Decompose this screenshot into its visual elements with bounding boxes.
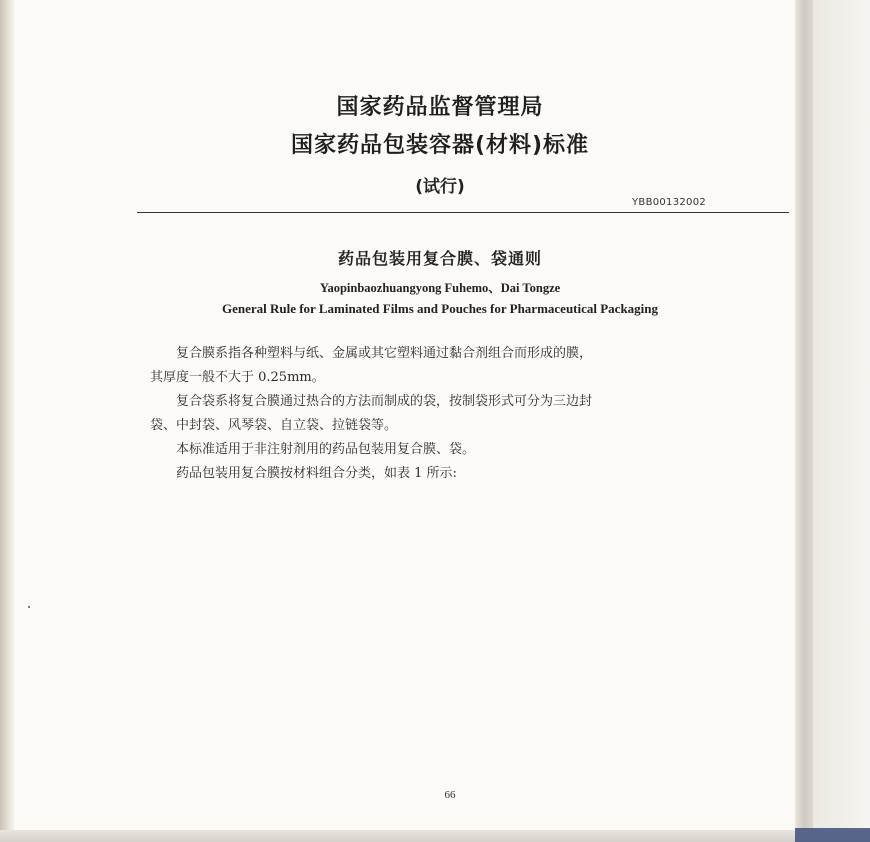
book-gutter-shadow — [795, 0, 813, 842]
standard-series-title: 国家药品包装容器(材料)标准 — [290, 133, 590, 158]
paragraph-line: 本标准适用于非注射剂用的药品包装用复合膜、袋。 — [176, 442, 476, 457]
document-title-pinyin: Yaopinbaozhuangyong Fuhemo、Dai Tongze — [319, 281, 561, 295]
paragraph-composite-bag-definition — [150, 390, 750, 438]
left-page-edge — [0, 0, 14, 842]
page-number: 66 — [444, 789, 456, 801]
book-cover-corner — [795, 828, 870, 842]
document-title-chinese: 药品包装用复合膜、袋通则 — [337, 249, 542, 268]
paragraph-line: 复合袋系将复合膜通过热合的方法而制成的袋，按制袋形式可分为三边封 — [176, 394, 593, 409]
header-divider — [137, 212, 789, 213]
document-title-english: General Rule for Laminated Films and Pouches for Pharmaceutical Packaging — [221, 301, 659, 316]
paragraph-classification — [150, 462, 750, 486]
paragraph-line: 其厚度一般不大于 0.25mm。 — [150, 370, 325, 385]
paragraph-line: 药品包装用复合膜按材料组合分类，如表 1 所示: — [176, 466, 457, 481]
adjacent-page-edge — [813, 0, 870, 842]
paragraph-line: 复合膜系指各种塑料与纸、金属或其它塑料通过黏合剂组合而形成的膜， — [176, 346, 593, 361]
scan-speck — [28, 606, 30, 608]
standard-code: YBB00132002 — [632, 197, 707, 208]
bottom-scan-edge — [0, 830, 870, 842]
paragraph-scope — [150, 438, 750, 462]
agency-title: 国家药品监督管理局 — [336, 95, 544, 120]
paragraph-composite-film-definition — [150, 342, 750, 390]
paragraph-line: 袋、中封袋、风琴袋、自立袋、拉链袋等。 — [150, 418, 398, 433]
trial-label: (试行) — [415, 177, 465, 197]
